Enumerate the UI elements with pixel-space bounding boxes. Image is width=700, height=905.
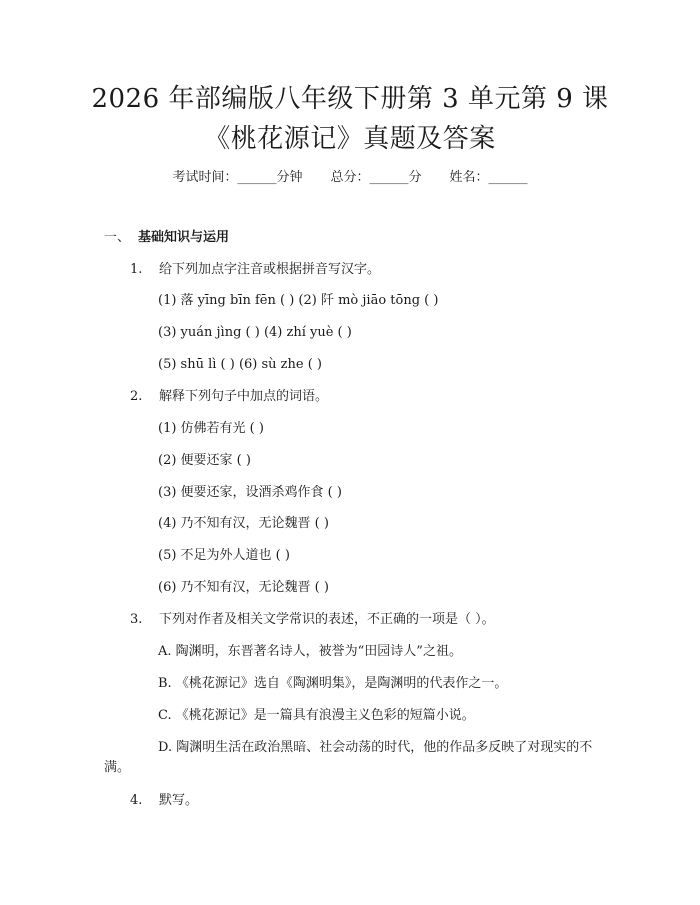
q1-line-3: (5) shū lì ( ) (6) sù zhe ( ) [158, 357, 322, 372]
q2-item-2: (2) 便要还家 ( ) [158, 453, 251, 468]
question-3 [130, 610, 495, 630]
total-score-field: 总分：______分 [330, 170, 422, 185]
student-name-field: 姓名：______ [449, 170, 528, 185]
section-heading [104, 228, 229, 248]
q3-option-d: D. 陶渊明生活在政治黑暗、社会动荡的时代，他的作品多反映了对现实的不满。 [104, 740, 593, 775]
document-title-line1: 2026 年部编版八年级下册第 3 单元第 9 课 [91, 84, 609, 114]
question-number: 4. [130, 793, 143, 808]
q1-line-1: (1) 落 yīng bīn fēn ( ) (2) 阡 mò jiāo tōng ( ) [158, 293, 439, 308]
q3-option-b: B. 《桃花源记》选自《陶渊明集》，是陶渊明的代表作之一。 [158, 676, 508, 691]
q3-option-a: A. 陶渊明，东晋著名诗人，被誉为“田园诗人”之祖。 [158, 644, 462, 659]
document-title-line2: 《桃花源记》真题及答案 [204, 124, 496, 154]
question-text: 给下列加点字注音或根据拼音写汉字。 [159, 262, 381, 277]
q3-option-c: C. 《桃花源记》是一篇具有浪漫主义色彩的短篇小说。 [158, 708, 475, 723]
question-4 [130, 791, 198, 811]
question-text: 解释下列句子中加点的词语。 [159, 389, 329, 404]
section-title: 基础知识与运用 [138, 230, 230, 245]
q1-line-2: (3) yuán jìng ( ) (4) zhí yuè ( ) [158, 325, 352, 340]
question-number: 1. [130, 262, 143, 277]
question-2 [130, 387, 328, 407]
question-1 [130, 260, 380, 280]
q2-item-4: (4) 乃不知有汉，无论魏晋 ( ) [158, 516, 329, 531]
q2-item-5: (5) 不足为外人道也 ( ) [158, 548, 290, 563]
question-text: 默写。 [159, 793, 199, 808]
question-text: 下列对作者及相关文学常识的表述，不正确的一项是（ ）。 [159, 612, 495, 627]
q2-item-6: (6) 乃不知有汉，无论魏晋 ( ) [158, 580, 329, 595]
section-number: 一、 [104, 230, 131, 245]
q2-item-3: (3) 便要还家，设酒杀鸡作食 ( ) [158, 485, 342, 500]
question-number: 2. [130, 389, 143, 404]
question-number: 3. [130, 612, 143, 627]
q2-item-1: (1) 仿佛若有光 ( ) [158, 421, 264, 436]
exam-time-field: 考试时间：______分钟 [172, 170, 303, 185]
exam-info [0, 168, 700, 188]
